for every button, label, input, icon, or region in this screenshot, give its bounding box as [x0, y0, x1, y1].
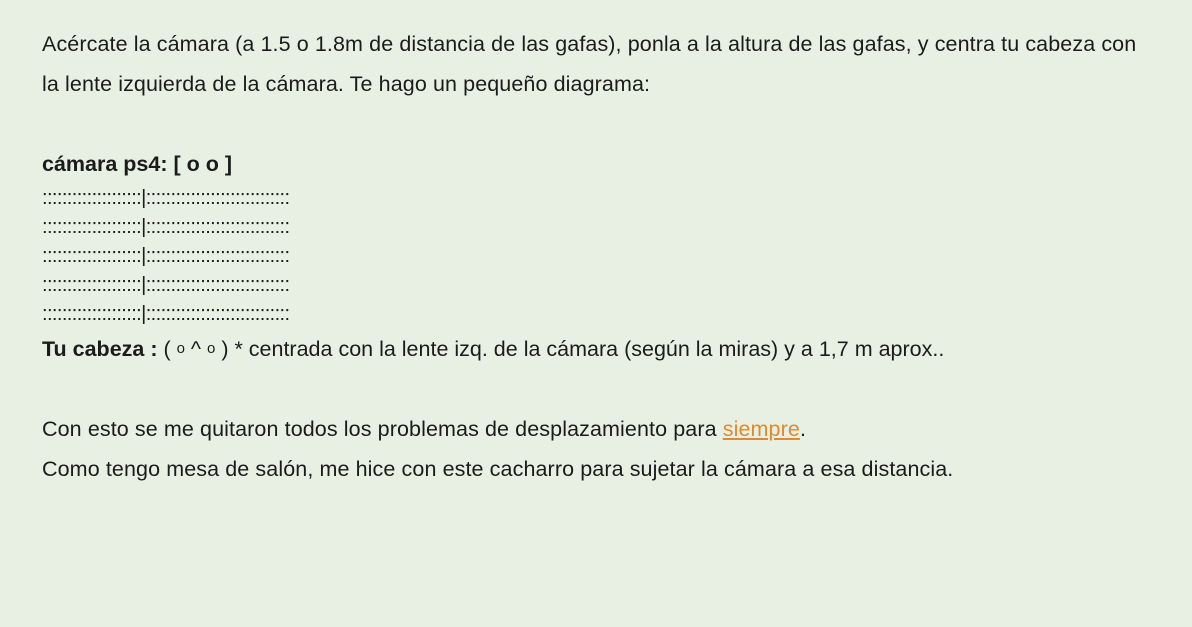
paragraph-spacer-2 [42, 369, 1154, 409]
ascii-diagram-row: ::::::::::::::::::::|::::::::::::::::::::::::::::: [42, 216, 290, 238]
head-position-line [42, 329, 1154, 369]
closing-paragraph-2: Como tengo mesa de salón, me hice con este cacharro para sujetar la cámara a esa distancia. [42, 457, 954, 481]
closing-text-before-link: Con esto se me quitaron todos los problemas de desplazamiento para [42, 417, 723, 441]
ascii-diagram-row: ::::::::::::::::::::|::::::::::::::::::::::::::::: [42, 274, 290, 296]
ascii-diagram [42, 184, 1154, 329]
head-face-open: ( [163, 337, 177, 361]
head-position-label: Tu cabeza : [42, 337, 164, 361]
closing-paragraph-1 [42, 409, 1154, 449]
closing-text-after-link: . [799, 417, 807, 441]
diagram-title: cámara ps4: [ o o ] [42, 152, 232, 176]
head-face-right-eye: o [207, 340, 216, 357]
ascii-diagram-row: ::::::::::::::::::::|::::::::::::::::::::::::::::: [42, 187, 290, 209]
siempre-link[interactable]: siempre [722, 417, 800, 441]
paragraph-spacer-1 [42, 104, 1154, 144]
head-face-nose: ^ [184, 337, 207, 361]
intro-paragraph: Acércate la cámara (a 1.5 o 1.8m de distancia de las gafas), ponla a la altura de las gafas, y centra tu cabeza con la lente izquierda de la cámara. Te hago un pequeño diagrama: [42, 32, 1137, 96]
ascii-diagram-row: ::::::::::::::::::::|::::::::::::::::::::::::::::: [42, 303, 290, 325]
head-face-close: ) * [215, 337, 249, 361]
ascii-diagram-row: ::::::::::::::::::::|::::::::::::::::::::::::::::: [42, 245, 290, 267]
head-face-left-eye: o [176, 340, 185, 357]
head-position-description: centrada con la lente izq. de la cámara (según la miras) y a 1,7 m aprox.. [248, 337, 945, 361]
